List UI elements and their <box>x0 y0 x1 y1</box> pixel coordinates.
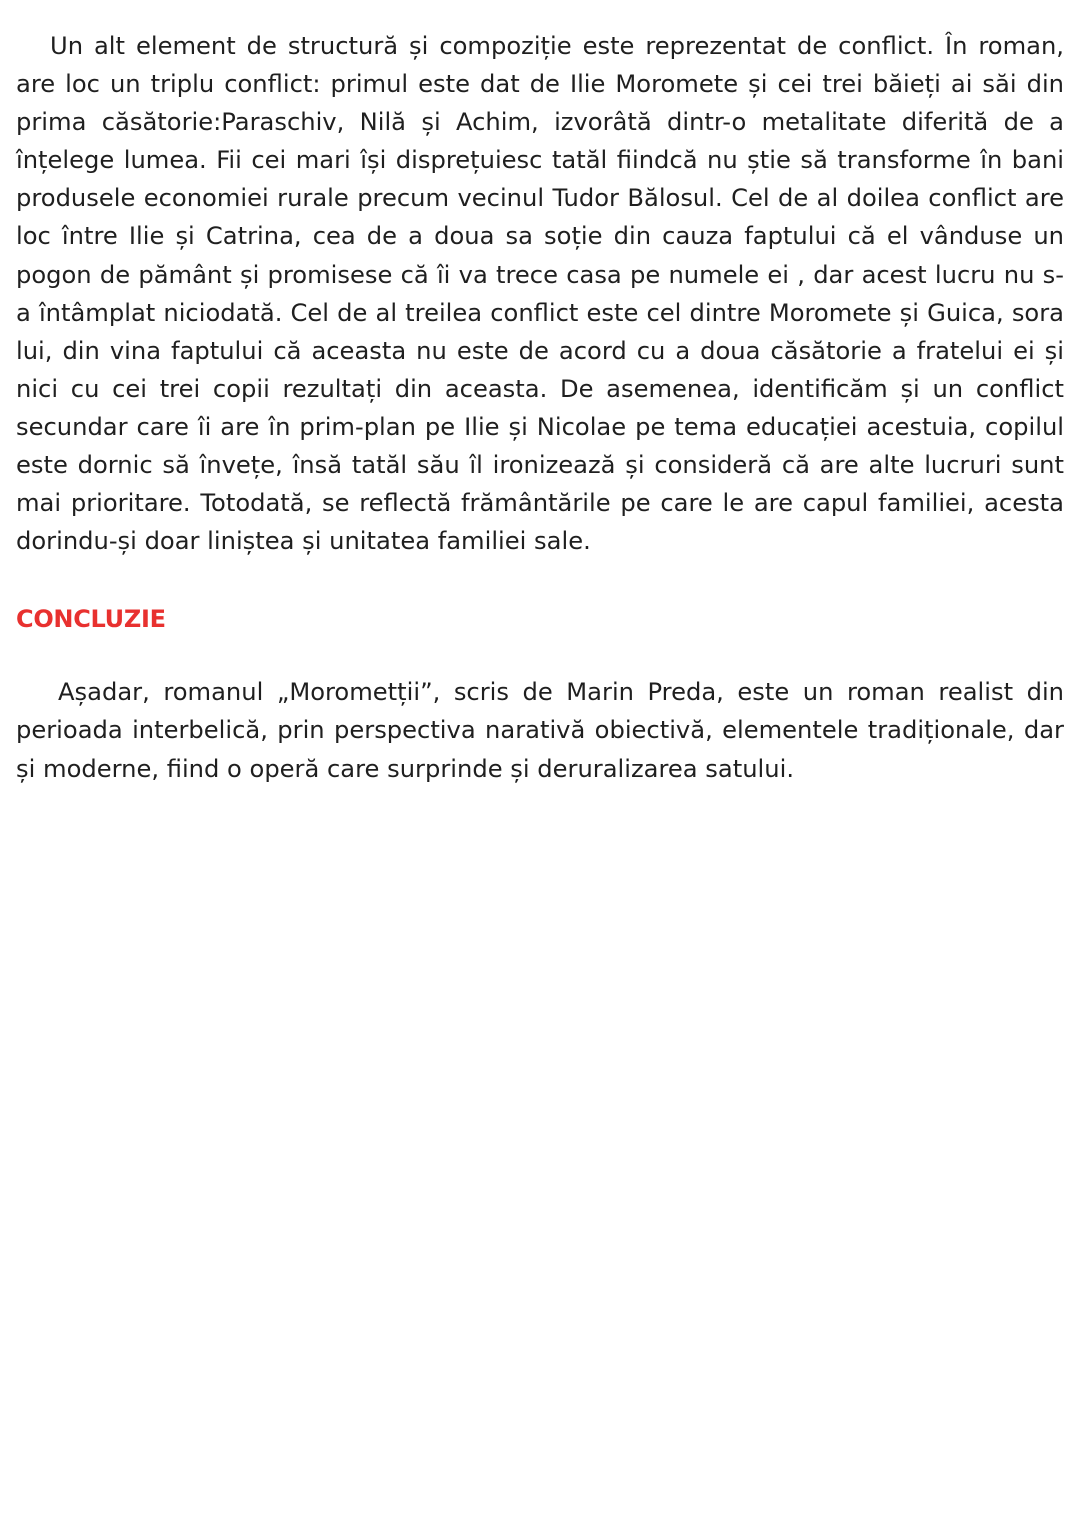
body-paragraph-conflict: Un alt element de structură și compoziție este reprezentat de conflict. În roman, are loc un triplu conflict: primul este dat de Ilie Moromete și cei trei băieți ai săi din prima căsătorie:Paraschiv, Nilă și Achim, izvorâtă dintr-o metalitate diferită de a înțelege lumea. Fii cei mari își disprețuiesc tatăl fiindcă nu știe să transforme în bani produsele economiei rurale precum vecinul Tudor Bălosul. Cel de al doilea conflict are loc între Ilie și Catrina, cea de a doua sa soție din cauza faptului că el vânduse un pogon de pământ și promisese că îi va trece casa pe numele ei , dar acest lucru nu s-a întâmplat niciodată. Cel de al treilea conflict este cel dintre Moromete și Guica, sora lui, din vina faptului că aceasta nu este de acord cu a doua căsătorie a fratelui ei și nici cu cei trei copii rezultați din aceasta. De asemenea, identificăm și un conflict secundar care îi are în prim-plan pe Ilie și Nicolae pe tema educației acestuia, copilul este dornic să învețe, însă tatăl său îl ironizează și consideră că are alte lucruri sunt mai prioritare. Totodată, se reflectă frământările pe care le are capul familiei, acesta dorindu-și doar liniștea și unitatea familiei sale. <box>16 32 1064 556</box>
body-paragraph-conclusion: Așadar, romanul „Morometții”, scris de Marin Preda, este un roman realist din perioada interbelică, prin perspectiva narativă obiectivă, elementele tradiționale, dar și moderne, fiind o operă care surprinde și deruralizarea satului. <box>16 678 1064 783</box>
document-page <box>16 27 1064 788</box>
section-heading-concluzie: CONCLUZIE <box>16 605 166 634</box>
